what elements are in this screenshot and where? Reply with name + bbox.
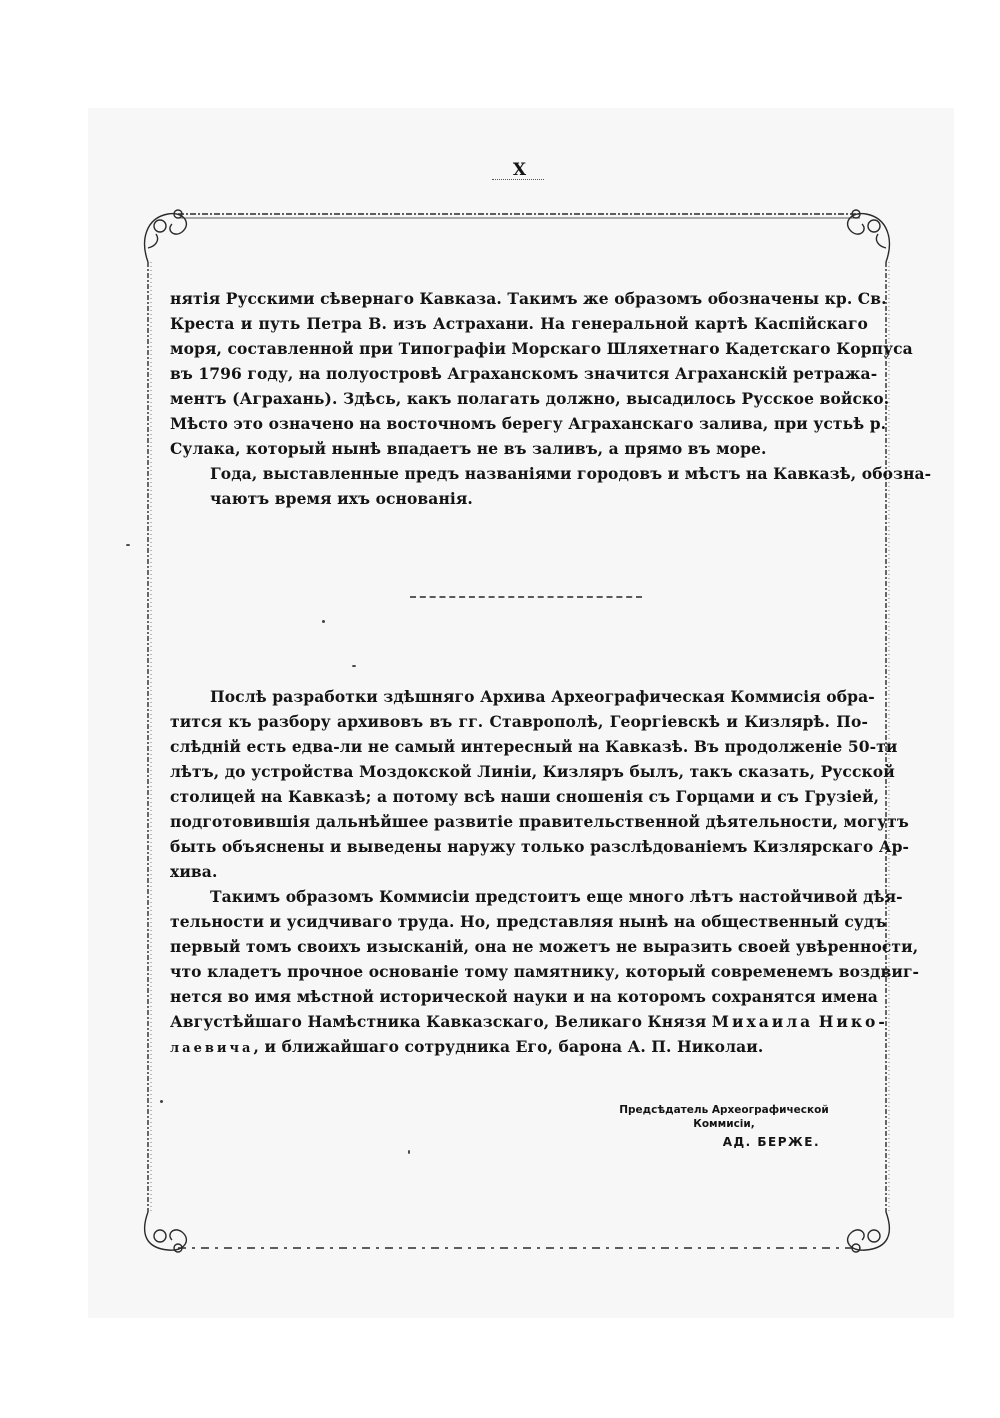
text-line: нется во имя мѣстной исторической науки и на которомъ сохранятся имена (170, 987, 878, 1006)
paragraph (170, 286, 913, 461)
print-speck (160, 1100, 163, 1103)
text-line: чаютъ время ихъ основанія. (210, 489, 473, 508)
text-line (170, 1034, 868, 1061)
text-line: Такимъ образомъ Коммисіи предстоитъ еще много лѣтъ настойчивой дѣя- (210, 887, 903, 906)
text-line (170, 1009, 888, 1034)
text-line: лѣтъ, до устройства Моздокской Линіи, Кизляръ былъ, такъ сказать, Русской (170, 762, 895, 781)
text-line: въ 1796 году, на полуостровѣ Аграханскомъ значится Аграханскій ретража- (170, 364, 878, 383)
bottom-text-block (170, 684, 920, 1061)
text-line: Сулака, который нынѣ впадаетъ не въ заливъ, а прямо въ море. (170, 439, 767, 458)
text-line: Года, выставленные предъ названіями городовъ и мѣстъ на Кавказѣ, обозна- (210, 464, 932, 483)
text-line: нятія Русскими сѣвернаго Кавказа. Такимъ же образомъ обозначены кр. Св. (170, 289, 887, 308)
name-mikhail: Михаила (711, 1012, 814, 1031)
print-speck (322, 620, 325, 623)
name-laevicha: лаевича (170, 1041, 254, 1056)
text-line: слѣдній есть едва-ли не самый интересный на Кавказѣ. Въ продолженіе 50-ти (170, 737, 898, 756)
paragraph (170, 684, 910, 884)
text-line: Послѣ разработки здѣшняго Архива Археографическая Коммисія обра- (210, 687, 875, 706)
text-line: что кладетъ прочное основаніе тому памятнику, который современемъ воздвиг- (170, 962, 920, 981)
top-text-block (170, 286, 932, 511)
signature-block (608, 1103, 840, 1149)
text-line: тельности и усидчиваго труда. Но, представляя нынѣ на общественный судъ (170, 912, 887, 931)
line-text: Августѣйшаго Намѣстника Кавказскаго, Великаго Князя (170, 1012, 707, 1031)
text-line: хива. (170, 862, 218, 881)
line-text: , и ближайшаго сотрудника Его, барона А. П. Николаи. (253, 1037, 764, 1056)
text-line: ментъ (Аграхань). Здѣсь, какъ полагать должно, высадилось Русское войско. (170, 389, 890, 408)
text-line: столицей на Кавказѣ; а потому всѣ наши сношенія съ Горцами и съ Грузіей, (170, 787, 880, 806)
section-separator (410, 596, 642, 600)
page-number-ornament (492, 176, 544, 180)
text-line: тится къ разбору архивовъ въ гг. Ставрополѣ, Георгіевскѣ и Кизлярѣ. По- (170, 712, 868, 731)
print-speck (126, 544, 130, 546)
signature-title: Предсѣдатель Археографической Коммисіи, (619, 1104, 829, 1130)
text-line: быть объяснены и выведены наружу только разслѣдованіемъ Кизлярскаго Ар- (170, 837, 910, 856)
text-line: подготовившія дальнѣйшее развитіе правительственной дѣятельности, могутъ (170, 812, 909, 831)
paragraph (170, 461, 932, 511)
signature-name: АД. БЕРЖЕ. (722, 1135, 820, 1149)
text-line: моря, составленной при Типографіи Морскаго Шляхетнаго Кадетскаго Корпуса (170, 339, 913, 358)
text-line: Креста и путь Петра В. изъ Астрахани. На генеральной картѣ Каспійскаго (170, 314, 868, 333)
print-speck (352, 665, 356, 667)
paragraph (170, 884, 920, 1061)
text-line: первый томъ своихъ изысканій, она не можетъ не выразить своей увѣренности, (170, 937, 919, 956)
print-speck (408, 1150, 410, 1154)
text-line: Мѣсто это означено на восточномъ берегу Аграханскаго залива, при устьѣ р. (170, 414, 887, 433)
name-niko: Нико- (818, 1012, 888, 1031)
page-number: X (512, 160, 528, 180)
